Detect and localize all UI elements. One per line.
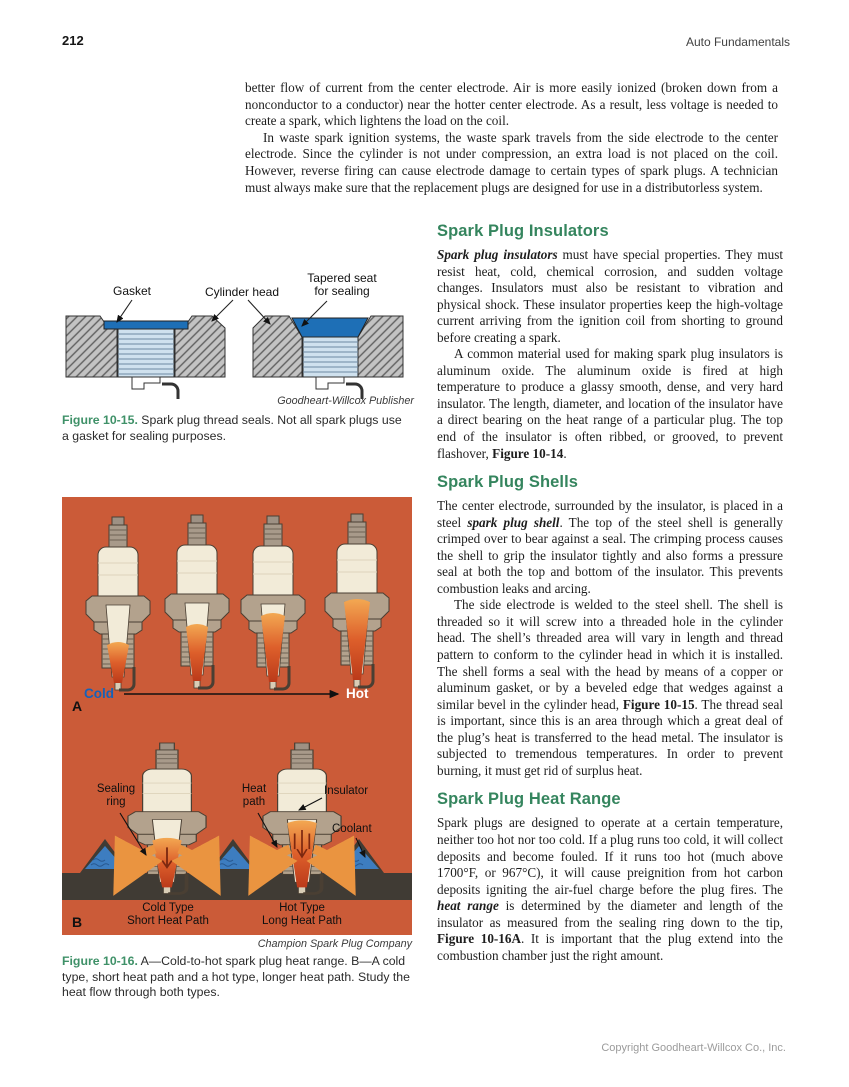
- intro-paragraph: better flow of current from the center electrode. Air is more easily ionized (broken down from a nonconductor to a conductor) near the hotter center electrode. As a result, less voltage is needed to create a spark, which lightens the load on the coil.: [245, 80, 778, 129]
- figure-10-15: [62, 268, 414, 413]
- fig15-label-cylinder-head: Cylinder head: [204, 285, 280, 299]
- body-paragraph: Spark plug insulators must have special properties. They must resist heat, cold, chemical corrosion, and sudden voltage changes. Insulators must also be resistant to vibration and physical shock. These insulator properties keep the high-voltage current arriving from the ignition coil from shorting to ground before creating a spark.: [437, 247, 783, 345]
- fig16-label-hot-type: Hot Type Long Heat Path: [262, 902, 342, 927]
- body-paragraph: The center electrode, surrounded by the insulator, is placed in a steel spark plug shell. The top of the steel shell is generally crimped over to bear against a seal. The crimping process causes the shell to grip the insulator tightly and also forms a pressure seal at both the top and bottom of the insulator. This prevents combustion leaks and arcing.: [437, 498, 783, 596]
- figure-10-16: [62, 497, 412, 935]
- section-heading-heat-range: Spark Plug Heat Range: [437, 790, 621, 809]
- fig16-label-coolant: Coolant: [332, 823, 372, 835]
- fig16-caption: Figure 10-16. A—Cold-to-hot spark plug heat range. B—A cold type, short heat path and a hot type, longer heat path. Study the heat flow through both types.: [62, 954, 410, 999]
- section-heading-shells: Spark Plug Shells: [437, 473, 579, 492]
- fig16-label-insulator: Insulator: [324, 785, 369, 797]
- fig16-panel-a-label: A: [72, 698, 83, 714]
- section-heading-insulators: Spark Plug Insulators: [437, 222, 609, 240]
- fig16-label-cold-type: Cold Type Short Heat Path: [127, 902, 209, 927]
- running-title: Auto Fundamentals: [685, 35, 790, 49]
- fig15-label-tapered-seat: Tapered seat for sealing: [307, 271, 377, 298]
- fig16-label-sealing-ring: Sealing ring: [96, 783, 136, 808]
- intro-paragraph: In waste spark ignition systems, the waste spark travels from the side electrode to the center electrode. Since the cylinder is not under compression, an extra load is not placed on the coil. However, reverse firing can cause electrode damage to certain types of spark plugs. A technician must always make sure that the replacement plugs are designed for use in a distributorless system.: [245, 129, 778, 195]
- fig16-label-heat-path: Heat path: [241, 783, 267, 808]
- page-number: 212: [62, 33, 84, 48]
- fig15-caption: Figure 10-15. Spark plug thread seals. Not all spark plugs use a gasket for sealing purposes.: [62, 413, 402, 443]
- intro-block: [245, 80, 778, 196]
- body-paragraph: The side electrode is welded to the steel shell. The shell is threaded so it will screw into a threaded hole in the cylinder head. The shell’s threaded area will vary in length and thread pattern to conform to the cylinder head in which it is installed. The shell forms a seal with the head by means of a copper or aluminum gasket, or by a beveled edge that wedges against a similar bevel in the cylinder head, Figure 10-15. The thread seal is important, since this is an area through which a great deal of the plug’s heat is transferred to the head metal. The insulator is subjected to tremendous temperatures. In order to prevent burning, it must get rid of surplus heat.: [437, 597, 784, 778]
- body-paragraph: A common material used for making spark plug insulators is aluminum oxide. The aluminum oxide is fired at high temperature to produce a glassy smooth, dense, and very hard insulator. The length, diameter, and location of the insulator have a direct bearing on the heat range of a particular plug. The top end of the insulator is often ribbed, or grooved, to prevent flashover, Figure 10-14.: [437, 346, 783, 461]
- fig16-illustration-svg: [62, 497, 412, 935]
- body-paragraph: Spark plugs are designed to operate at a certain temperature, neither too hot nor too cold. If a plug runs too cold, it will collect deposits and become fouled. If it runs too hot (much above 1700°F, or 967°C), it will cause preignition from hot carbon deposits igniting the air-fuel charge before the plug fires. The heat range is determined by the diameter and length of the insulator as measured from the sealing ring down to the tip, Figure 10-16A. It is important that the plug extend into the combustion chamber just the right amount.: [437, 815, 783, 963]
- fig16-label-cold: Cold: [84, 686, 114, 701]
- fig16-credit: Champion Spark Plug Company: [257, 938, 412, 950]
- copyright-notice: Copyright Goodheart-Willcox Co., Inc.: [601, 1042, 786, 1054]
- fig16-label-hot: Hot: [346, 686, 369, 701]
- right-column: [437, 222, 783, 964]
- fig15-credit: Goodheart-Willcox Publisher: [277, 395, 414, 407]
- fig16-panel-b-label: B: [72, 914, 83, 930]
- fig15-label-gasket: Gasket: [112, 284, 151, 298]
